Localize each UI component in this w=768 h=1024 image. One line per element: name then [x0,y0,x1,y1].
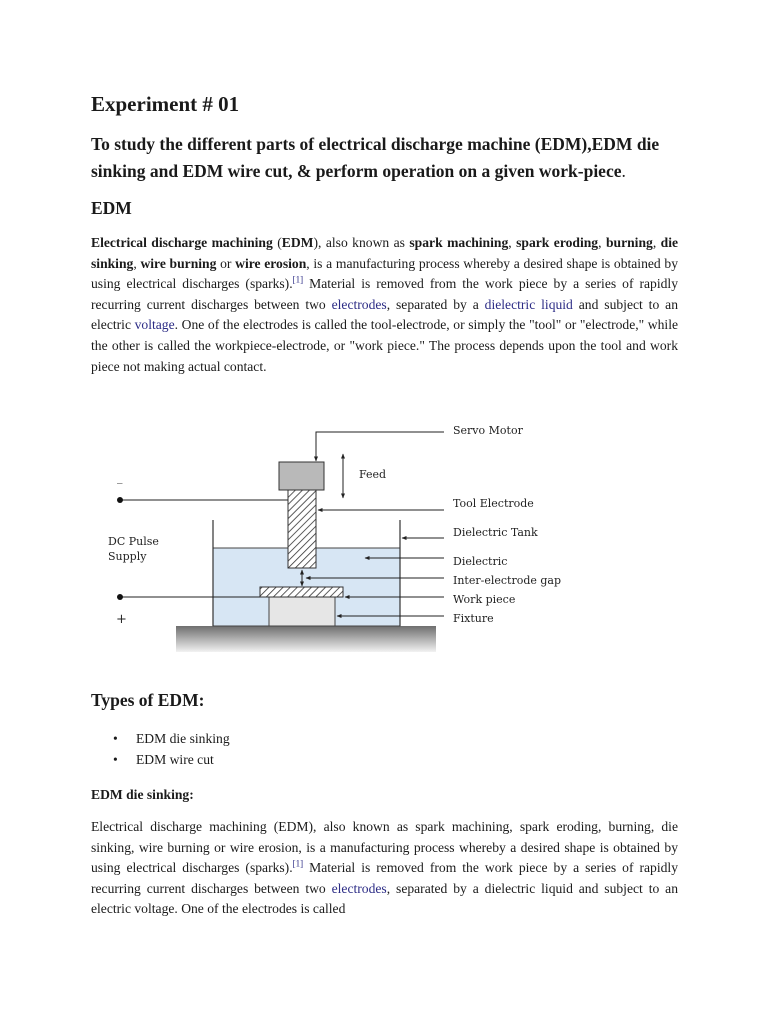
bullet-icon: • [113,731,118,746]
list-item: • EDM wire cut [91,749,230,770]
fixture [269,597,335,626]
machine-base [176,626,436,652]
svg-text:Supply: Supply [108,550,147,563]
die-sinking-paragraph: Electrical discharge machining (EDM), also known as spark machining, spark eroding, burning, die sinking, wire burning or wire erosion, is a manufacturing process whereby a desired shape is obtained by using electrical discharges (sparks).[1] Material is removed from the work piece by a series of rapidly recurring current discharges between two electrodes, separated by a dielectric liquid and subject to an electric voltage. One of the electrodes is called [91,819,678,917]
label-dielectric-tank: Dielectric Tank [453,526,538,539]
experiment-title: To study the different parts of electrical discharge machine (EDM),EDM die sinking and EDM wire cut, & perform operation on a given work-piece. [91,134,660,181]
label-work-piece: Work piece [453,593,516,606]
link-electrodes[interactable]: electrodes [331,296,387,312]
svg-text:Feed: Feed [359,468,387,481]
link-electrodes[interactable]: electrodes [331,880,387,896]
svg-text:+: + [116,612,127,627]
citation-link[interactable]: [1] [292,858,304,869]
label-servo-motor: Servo Motor [453,424,523,437]
experiment-heading: Experiment # 01 [91,92,240,116]
section-heading-types: Types of EDM: [91,690,205,710]
types-list [91,728,230,770]
intro-paragraph: Electrical discharge machining (EDM), also known as spark machining, spark eroding, burning, die sinking, wire burning or wire erosion, is a manufacturing process whereby a desired shape is obtained by using electrical discharges (sparks).[1] Material is removed from the work piece by a series of rapidly recurring current discharges between two electrodes, separated by a dielectric liquid and subject to an electric voltage. One of the electrodes is called the tool-electrode, or simply the "tool" or "electrode," while the other is called the workpiece-electrode, or "work piece." The process depends upon the tool and work piece not making actual contact. [91,235,679,374]
work-piece [260,587,343,597]
link-dielectric-liquid[interactable]: dielectric liquid [484,296,573,312]
tool-electrode [288,490,316,568]
link-voltage[interactable]: voltage [134,317,175,333]
label-tool-electrode: Tool Electrode [453,497,534,510]
label-dielectric: Dielectric [453,555,508,568]
servo-motor [279,462,324,490]
label-gap: Inter-electrode gap [453,574,562,587]
bullet-icon: • [113,752,118,767]
list-item: • EDM die sinking [91,728,230,749]
edm-diagram [90,405,570,660]
citation-link[interactable]: [1] [292,274,304,285]
label-fixture: Fixture [453,612,494,625]
section-heading-die-sinking: EDM die sinking: [91,787,194,802]
section-heading-edm: EDM [91,198,132,218]
svg-text:_: _ [117,471,123,484]
svg-text:DC Pulse: DC Pulse [108,535,159,548]
